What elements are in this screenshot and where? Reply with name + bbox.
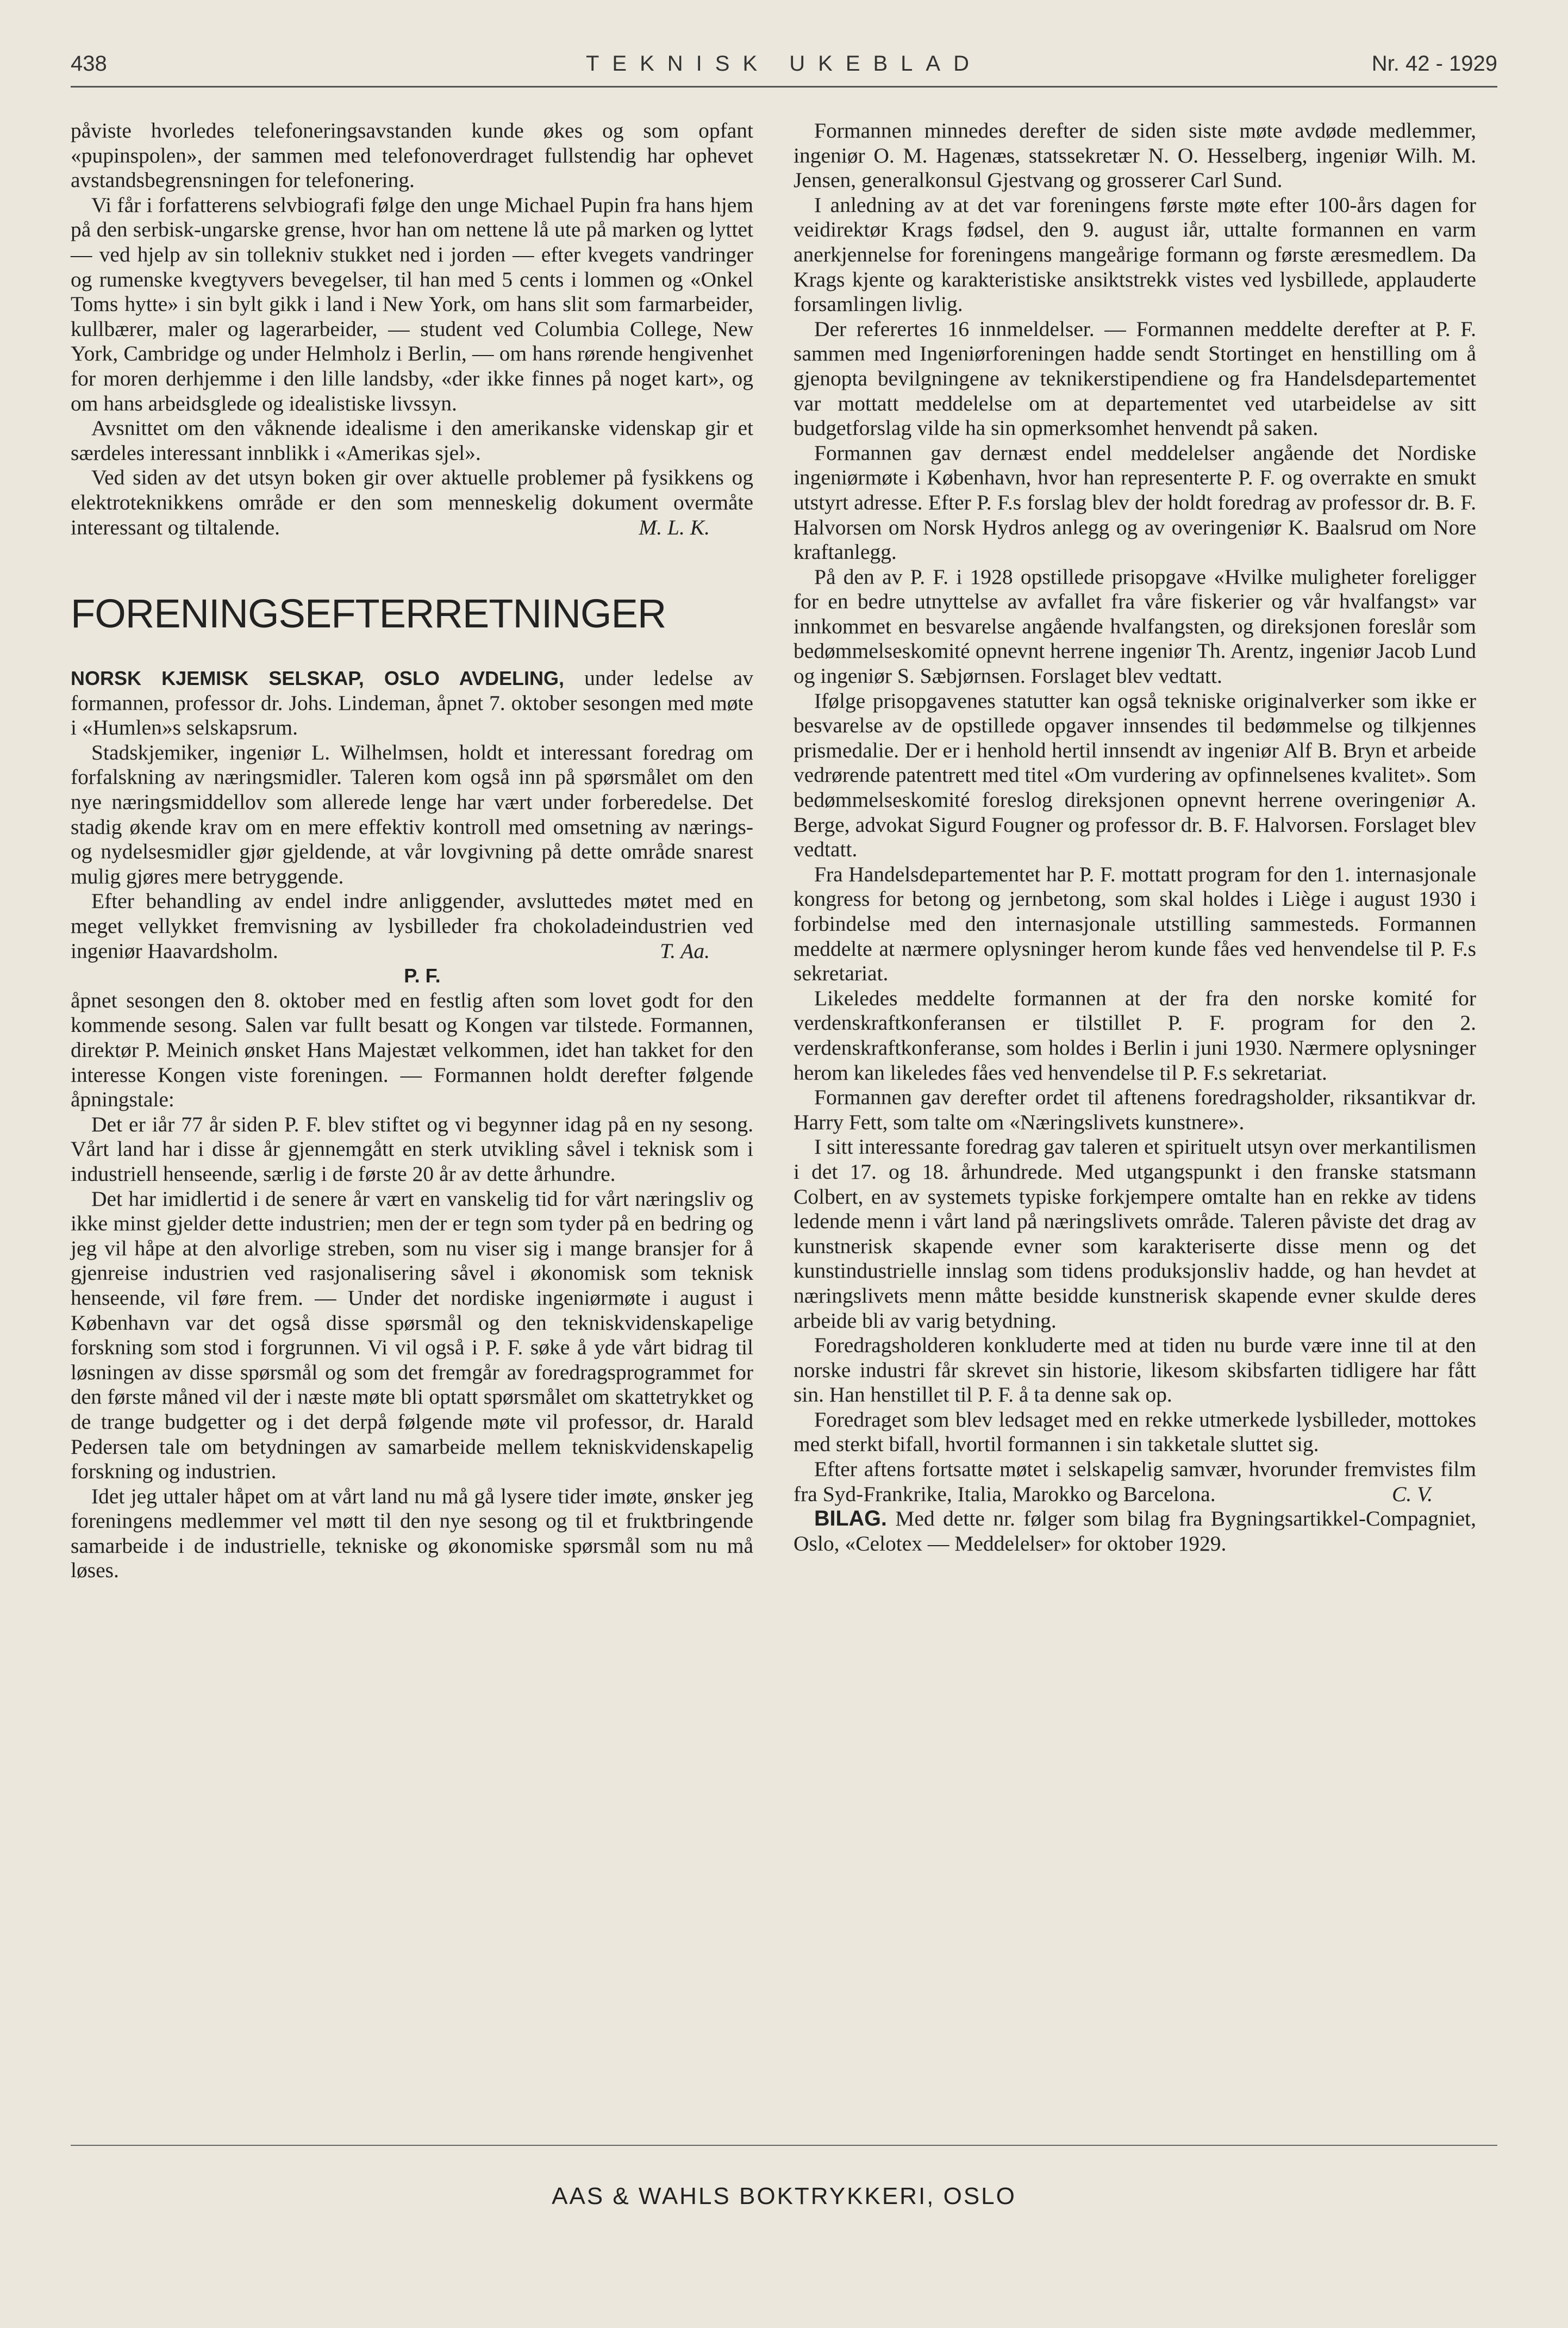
paragraph: Vi får i forfatterens selvbiografi følge den unge Michael Pupin fra hans hjem på den serbisk-ungarske grense, hvor han om nettene lå ute på marken og lyttet — ved hjelp av sin tollekniv stukket ned i jorden — efter kvegets vandringer og rumenske kvegtyvers bevegelser, til han med 5 cents i lommen og «Onkel Toms hytte» i sin bylt gikk i land i New York, om hans slit som farmarbeider, kullbærer, maler og lagerarbeider, — student ved Columbia College, New York, Cambridge og under Helmholz i Berlin, — om hans rørende hengivenhet for moren derhjemme i den lille landsby, «der ikke finnes på noget kart», og om hans arbeidsglede og idealistiske livssyn. bbox=[71, 192, 753, 415]
paragraph: Formannen minnedes derefter de siden siste møte avdøde medlemmer, ingeniør O. M. Hagenæs, statssekretær N. O. Hesselberg, ingeniør Wilh. M. Jensen, generalkonsul Gjestvang og grosserer Carl Sund. bbox=[794, 119, 1476, 192]
header-rule bbox=[71, 86, 1497, 88]
paragraph: Idet jeg uttaler håpet om at vårt land nu må gå lysere tider imøte, ønsker jeg foreningens medlemmer vel møtt til den nye sesong og til et fruktbringende samarbeide i de industrielle, tekniske og økonomiske spørsmål som nu må løses. bbox=[71, 1484, 753, 1583]
paragraph-text: Efter aftens fortsatte møtet i selskapelig samvær, hvorunder fremvistes film fra Syd-Frankrike, Italia, Marokko og Barcelona. bbox=[794, 1457, 1476, 1506]
page-header bbox=[71, 52, 1497, 95]
footer-rule bbox=[71, 2145, 1497, 2146]
paragraph: Det er iår 77 år siden P. F. blev stiftet og vi begynner idag på en ny sesong. Vårt land har i disse år gjennemgått en sterk utvikling såvel i teknisk som i industriell henseende, særlig i de første 20 år av dette århundre. bbox=[71, 1112, 753, 1186]
paragraph-text: Efter behandling av endel indre anliggender, avsluttedes møtet med en meget vellykket fremvisning av lysbilleder fra chokoladeindustrien ved ingeniør Haavardsholm. bbox=[71, 889, 753, 963]
paragraph bbox=[794, 1457, 1476, 1507]
section-title: FORENINGSEFTERRETNINGER bbox=[71, 591, 666, 637]
paragraph: Avsnittet om den våknende idealisme i den amerikanske videnskap gir et særdeles interessant innblikk i «Amerikas sjel». bbox=[71, 416, 753, 465]
paragraph: Der referertes 16 innmeldelser. — Formannen meddelte derefter at P. F. sammen med Ingeniørforeningen hadde sendt Stortinget en henstilling om å gjenopta bevilgningene av teknikerstipendiene og fra Handelsdepartementet var mottatt meddelelse om at departementet ved utarbeidelse av sitt budgetforslag vilde ha sin opmerksomhet henvendt på saken. bbox=[794, 316, 1476, 440]
paragraph bbox=[71, 465, 753, 540]
journal-title: TEKNISK UKEBLAD bbox=[585, 52, 982, 76]
paragraph: I sitt interessante foredrag gav taleren et spirituelt utsyn over merkantilismen i det 17. og 18. århundrede. Med utgangspunkt i den franske statsmann Colbert, en av systemets typiske forkjempere omtalte han en rekke av tidens ledende menn i vårt land på næringslivets område. Taleren påviste det drag av kunstnerisk skapende evner som karakteriserte disse menn og det kunstindustrielle innslag som tidens produksjonsliv hadde, og han hevdet at næringslivets menn måtte besidde kunstnerisk skapende evner skulde deres arbeide bli av varig betydning. bbox=[794, 1135, 1476, 1333]
paragraph: Formannen gav derefter ordet til aftenens foredragsholder, riksantikvar dr. Harry Fett, som talte om «Næringslivets kunstnere». bbox=[794, 1085, 1476, 1134]
signature: T. Aa. bbox=[660, 938, 710, 963]
supplement-text: Med dette nr. følger som bilag fra Bygningsartikkel-Compagniet, Oslo, «Celotex — Meddelelser» for oktober 1929. bbox=[794, 1507, 1476, 1555]
printer-imprint: AAS & WAHLS BOKTRYKKERI, OSLO bbox=[552, 2183, 1016, 2209]
paragraph bbox=[71, 889, 753, 963]
paragraph: Stadskjemiker, ingeniør L. Wilhelmsen, holdt et interessant foredrag om forfalskning av næringsmidler. Taleren kom også inn på spørsmålet om den nye næringsmiddellov som allerede lenge har vært under forberedelse. Det stadig økende krav om en mere effektiv kontroll med omsetning av nærings- og nydelsesmidler gjør gjeldende, at vår lovgivning på dette område snarest mulig gjøres mere betryggende. bbox=[71, 740, 753, 888]
signature: C. V. bbox=[1391, 1482, 1433, 1506]
paragraph: Foredraget som blev ledsaget med en rekke utmerkede lysbilleder, mottokes med sterkt bifall, hvortil formannen i sin takketale sluttet sig. bbox=[794, 1407, 1476, 1456]
page-number: 438 bbox=[71, 52, 107, 76]
paragraph: På den av P. F. i 1928 opstillede prisopgave «Hvilke muligheter foreligger for en bedre utnyttelse av avfallet fra våre fiskerier og vår hvalfangst» var innkommet en besvarelse angående hvalfangsten, og direksjonen foreslår som bedømmelseskomité opnevnt herrene ingeniør Th. Arentz, ingeniør Jacob Lund og ingeniør S. Sæbjørnsen. Forslaget blev vedtatt. bbox=[794, 564, 1476, 688]
right-column bbox=[794, 119, 1476, 1556]
subheading: P. F. bbox=[404, 964, 441, 987]
paragraph: Foredragsholderen konkluderte med at tiden nu burde være inne til at den norske industri får skrevet sin historie, likesom skibsfarten tidligere har fått sin. Han henstillet til P. F. å ta denne sak op. bbox=[794, 1333, 1476, 1407]
subheading: NORSK KJEMISK SELSKAP, OSLO AVDELING, bbox=[71, 667, 565, 690]
paragraph-text: Ved siden av det utsyn boken gir over aktuelle problemer på fysikkens og elektroteknikkens område er den som menneskelig dokument overmåte interessant og tiltalende. bbox=[71, 465, 753, 539]
supplement-note bbox=[794, 1507, 1476, 1556]
left-column bbox=[71, 119, 753, 1583]
paragraph: I anledning av at det var foreningens første møte efter 100-års dagen for veidirektør Krags fødsel, den 9. august iår, uttalte formannen en varm anerkjennelse for foreningens mangeårige formann og første æresmedlem. Da Krags kjente og karakteristiske ansiktstrekk vistes ved lysbillede, applauderte forsamlingen livlig. bbox=[794, 192, 1476, 316]
paragraph: Formannen gav dernæst endel meddelelser angående det Nordiske ingeniørmøte i København, hvor han representerte P. F. og overrakte en smukt utstyrt adresse. Efter P. F.s forslag blev der holdt foredrag av professor dr. B. F. Halvorsen om Norsk Hydros anlegg og av overingeniør K. Baalsrud om Nore kraftanlegg. bbox=[794, 440, 1476, 564]
paragraph: Ifølge prisopgavenes statutter kan også tekniske originalverker som ikke er besvarelse av de opstillede opgaver innsendes til bedømmelse og tilkjennes prismedalie. Der er i henhold hertil innsendt av ingeniør Alf B. Bryn et arbeide vedrørende patentrett med titel «Om vurdering av opfinnelsenes kvalitet». Som bedømmelseskomité foreslog direksjonen opnevnt herrene overingeniør A. Berge, advokat Sigurd Fougner og professor dr. B. F. Halvorsen. Forslaget blev vedtatt. bbox=[794, 688, 1476, 862]
paragraph: Det har imidlertid i de senere år vært en vanskelig tid for vårt næringsliv og ikke minst gjelder dette industrien; men der er tegn som tyder på en bedring og jeg vil håpe at den alvorlige streben, som nu viser sig i mange bransjer for å gjenreise industrien ved rasjonalisering såvel i økonomisk som teknisk henseende, vil føre frem. — Under det nordiske ingeniørmøte i august i København var det også disse spørsmål og den tekniskvidenskapelige forskning som stod i forgrunnen. Vi vil også i P. F. søke å yde vårt bidrag til løsningen av disse spørsmål og som det fremgår av foredragsprogrammet for den første måned vil der i næste møte bli optatt spørsmålet om skattetrykket og de trange budgetter og i det derpå følgende møte vil professor, dr. Harald Pedersen tale om betydningen av samarbeide mellem tekniskvidenskapelig forskning og industrien. bbox=[71, 1186, 753, 1484]
signature: M. L. K. bbox=[639, 515, 710, 539]
issue-number: Nr. 42 - 1929 bbox=[1371, 52, 1497, 76]
paragraph: åpnet sesongen den 8. oktober med en festlig aften som lovet godt for den kommende sesong. Salen var fullt besatt og Kongen var tilstede. Formannen, direktør P. Meinich ønsket Hans Majestæt velkommen, idet han takket for den interesse Kongen viste foreningen. — Formannen holdt derefter følgende åpningstale: bbox=[71, 988, 753, 1112]
paragraph: Fra Handelsdepartementet har P. F. mottatt program for den 1. internasjonale kongress for betong og jernbetong, som skal holdes i Liège i august 1930 i forbindelse med den internasjonale utstilling sammesteds. Formannen meddelte at nærmere oplysninger herom kunde fåes ved henvendelse til P. F.s sekretariat. bbox=[794, 862, 1476, 986]
supplement-label: BILAG. bbox=[814, 1507, 887, 1531]
paragraph: påviste hvorledes telefoneringsavstanden kunde økes og som opfant «pupinspolen», der sammen med telefonoverdraget fullstendig har ophevet avstandsbegrensningen for telefonering. bbox=[71, 119, 753, 192]
paragraph bbox=[71, 666, 753, 740]
paragraph-text: under ledelse av formannen, professor dr. Johs. Lindeman, åpnet 7. oktober sesongen med møte i «Humlen»s selskapsrum. bbox=[71, 666, 754, 740]
paragraph: Likeledes meddelte formannen at der fra den norske komité for verdenskraftkonferansen er tilstillet P. F. program for den 2. verdenskraftkonferanse, som holdes i Berlin i juni 1930. Nærmere oplysninger herom kan likeledes fåes ved henvendelse til P. F.s sekretariat. bbox=[794, 986, 1476, 1085]
